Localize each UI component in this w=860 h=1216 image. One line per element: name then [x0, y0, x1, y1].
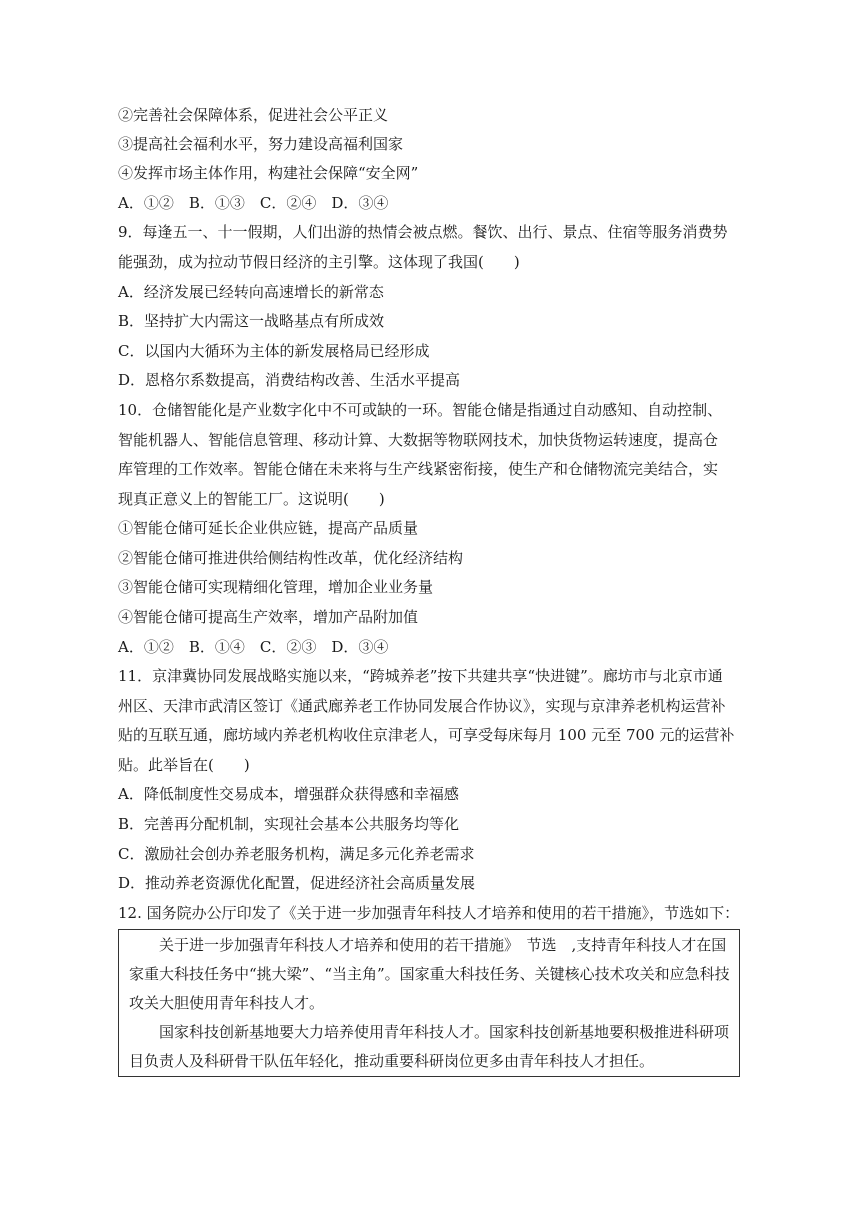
q8-statement-3: ③提高社会福利水平，努力建设高福利国家 — [118, 135, 404, 153]
q12-excerpt-line-2: 家重大科技任务中“挑大梁”、“当主角”。国家重大科技任务、关键核心技术攻关和应急科技 — [129, 965, 730, 983]
q11-option-a: A．降低制度性交易成本，增强群众获得感和幸福感 — [118, 785, 459, 803]
q12-excerpt-line-3: 攻关大胆使用青年科技人才。 — [129, 994, 325, 1012]
q11-stem-line-3: 贴的互联互通，廊坊域内养老机构收住京津老人，可享受每床每月 100 元至 700 元的运营补 — [118, 726, 735, 744]
q8-statement-4: ④发挥市场主体作用，构建社会保障“安全网” — [118, 164, 419, 182]
q10-statement-1: ①智能仓储可延长企业供应链，提高产品质量 — [118, 519, 419, 537]
q12-excerpt-line-5: 目负责人及科研骨干队伍年轻化，推动重要科研岗位更多由青年科技人才担任。 — [129, 1052, 655, 1070]
q11-option-c: C．激励社会创办养老服务机构，满足多元化养老需求 — [118, 845, 475, 863]
q9-option-d: D．恩格尔系数提高，消费结构改善、生活水平提高 — [118, 371, 461, 389]
q9-option-b: B．坚持扩大内需这一战略基点有所成效 — [118, 312, 385, 330]
q10-stem-line-2: 智能机器人、智能信息管理、移动计算、大数据等物联网技术，加快货物运转速度，提高仓 — [118, 431, 719, 449]
q11-stem-line-1: 11．京津冀协同发展战略实施以来，“跨城养老”按下共建共享“快进键”。廊坊市与北京市通 — [118, 667, 723, 685]
q12-excerpt-box — [118, 929, 740, 1077]
q10-statement-4: ④智能仓储可提高生产效率，增加产品附加值 — [118, 608, 419, 626]
q10-statement-3: ③智能仓储可实现精细化管理，增加企业业务量 — [118, 578, 434, 596]
q9-stem-line-1: 9．每逢五一、十一假期，人们出游的热情会被点燃。餐饮、出行、景点、住宿等服务消费势 — [118, 223, 728, 241]
q11-stem-line-2: 州区、天津市武清区签订《通武廊养老工作协同发展合作协议》，实现与京津养老机构运营补 — [118, 697, 726, 715]
q12-excerpt-line-4: 国家科技创新基地要大力培养使用青年科技人才。国家科技创新基地要积极推进科研项 — [159, 1023, 730, 1041]
q10-stem-line-3: 库管理的工作效率。智能仓储在未来将与生产线紧密衔接，使生产和仓储物流完美结合，实 — [118, 460, 719, 478]
q10-stem-line-4: 现真正意义上的智能工厂。这说明( ) — [118, 490, 385, 508]
q9-option-a: A．经济发展已经转向高速增长的新常态 — [118, 283, 384, 301]
q10-answer-row: A．①② B．①④ C．②③ D．③④ — [118, 638, 389, 656]
q12-excerpt-line-1: 关于进一步加强青年科技人才培养和使用的若干措施》 节选 ,支持青年科技人才在国 — [159, 936, 727, 954]
q12-stem: 12. 国务院办公厅印发了《关于进一步加强青年科技人才培养和使用的若干措施》，节选如下： — [118, 904, 740, 922]
q8-statement-2: ②完善社会保障体系，促进社会公平正义 — [118, 106, 389, 124]
q10-statement-2: ②智能仓储可推进供给侧结构性改革，优化经济结构 — [118, 549, 464, 567]
q9-stem-line-2: 能强劲，成为拉动节假日经济的主引擎。这体现了我国( ) — [118, 253, 520, 271]
q10-stem-line-1: 10．仓储智能化是产业数字化中不可或缺的一环。智能仓储是指通过自动感知、自动控制、 — [118, 401, 723, 419]
q11-option-d: D．推动养老资源优化配置，促进经济社会高质量发展 — [118, 874, 476, 892]
q11-option-b: B．完善再分配机制，实现社会基本公共服务均等化 — [118, 815, 460, 833]
q11-stem-line-4: 贴。此举旨在( ) — [118, 756, 250, 774]
q8-answer-row: A．①② B．①③ C．②④ D．③④ — [118, 194, 389, 212]
q9-option-c: C．以国内大循环为主体的新发展格局已经形成 — [118, 342, 430, 360]
